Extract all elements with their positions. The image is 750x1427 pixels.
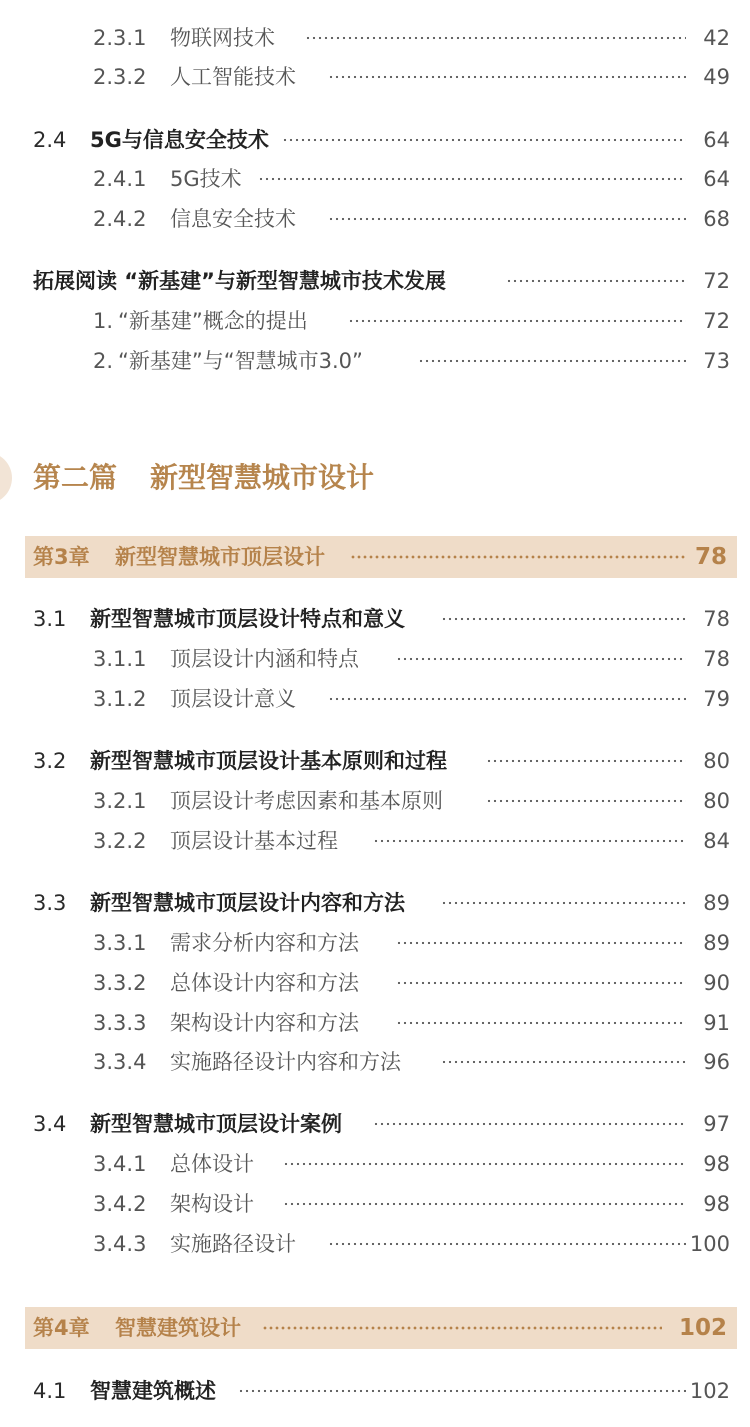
- entry-page: 79: [703, 687, 730, 711]
- entry-page: 97: [703, 1112, 730, 1136]
- toc-row-2-3-1[interactable]: [0, 18, 750, 58]
- dot-leader: [283, 1184, 686, 1224]
- entry-page: 89: [703, 931, 730, 955]
- entry-title: “新基建”与“智慧城市3.0”: [118, 349, 363, 373]
- entry-number: 3.1: [33, 607, 67, 631]
- entry-page: 42: [703, 26, 730, 50]
- toc-row-3-1[interactable]: [0, 599, 750, 639]
- toc-row-3-3-3[interactable]: [0, 1003, 750, 1043]
- dot-leader: [396, 639, 686, 679]
- toc-row-3-2-1[interactable]: [0, 781, 750, 821]
- entry-number: 3.1.1: [93, 647, 147, 671]
- dot-leader: [283, 1144, 686, 1184]
- toc-row-3-4-2[interactable]: [0, 1184, 750, 1224]
- dot-leader: [441, 1042, 686, 1082]
- entry-title: 5G技术: [170, 167, 242, 191]
- toc-row-4-1[interactable]: [0, 1371, 750, 1411]
- dot-leader: [441, 883, 686, 923]
- toc-row-2-4[interactable]: [0, 120, 750, 160]
- toc-row-3-2-2[interactable]: [0, 821, 750, 861]
- dot-leader: [506, 261, 686, 301]
- part-decoration-circle: [0, 452, 12, 504]
- dot-leader: [305, 18, 686, 58]
- entry-number: 3.3.2: [93, 971, 147, 995]
- dot-leader: [396, 923, 686, 963]
- dot-leader: [441, 599, 686, 639]
- dot-leader: [328, 57, 686, 97]
- entry-title: 物联网技术: [170, 26, 275, 50]
- entry-title: 5G与信息安全技术: [90, 128, 269, 152]
- toc-row-3-1-2[interactable]: [0, 679, 750, 719]
- entry-number: 3.2: [33, 749, 67, 773]
- dot-leader: [328, 199, 686, 239]
- entry-page: 80: [703, 749, 730, 773]
- dot-leader: [262, 1307, 662, 1349]
- entry-number: 3.1.2: [93, 687, 147, 711]
- entry-title: 实施路径设计内容和方法: [170, 1050, 401, 1074]
- entry-page: 84: [703, 829, 730, 853]
- entry-title: 新型智慧城市顶层设计特点和意义: [90, 607, 405, 631]
- entry-title: 总体设计内容和方法: [170, 971, 359, 995]
- dot-leader: [258, 159, 686, 199]
- chapter-page: 78: [694, 544, 727, 570]
- entry-page: 49: [703, 65, 730, 89]
- entry-title: 顶层设计意义: [170, 687, 296, 711]
- entry-number: 3.3: [33, 891, 67, 915]
- dot-leader: [282, 120, 686, 160]
- entry-page: 98: [703, 1152, 730, 1176]
- toc-row-extended-reading[interactable]: [0, 261, 750, 301]
- entry-number: 3.3.1: [93, 931, 147, 955]
- entry-title: 信息安全技术: [170, 207, 296, 231]
- toc-row-3-3-4[interactable]: [0, 1042, 750, 1082]
- part-title: 新型智慧城市设计: [150, 461, 375, 494]
- dot-leader: [486, 781, 686, 821]
- entry-title: 智慧建筑概述: [90, 1379, 216, 1403]
- toc-row-3-4-1[interactable]: [0, 1144, 750, 1184]
- entry-number: 3.2.1: [93, 789, 147, 813]
- toc-row-3-2[interactable]: [0, 741, 750, 781]
- entry-page: 78: [703, 607, 730, 631]
- entry-title: 实施路径设计: [170, 1232, 296, 1256]
- entry-title: 新型智慧城市顶层设计案例: [90, 1112, 342, 1136]
- entry-page: 78: [703, 647, 730, 671]
- toc-row-extended-1[interactable]: [0, 301, 750, 341]
- entry-title: 拓展阅读 “新基建”与新型智慧城市技术发展: [33, 269, 446, 293]
- entry-title: 顶层设计基本过程: [170, 829, 338, 853]
- entry-page: 96: [703, 1050, 730, 1074]
- entry-page: 90: [703, 971, 730, 995]
- entry-page: 64: [703, 128, 730, 152]
- toc-row-2-4-1[interactable]: [0, 159, 750, 199]
- part-header: [0, 450, 750, 506]
- dot-leader: [396, 1003, 686, 1043]
- entry-number: 3.4.2: [93, 1192, 147, 1216]
- dot-leader: [418, 341, 686, 381]
- entry-page: 72: [703, 269, 730, 293]
- entry-title: 顶层设计内涵和特点: [170, 647, 359, 671]
- toc-row-3-4[interactable]: [0, 1104, 750, 1144]
- entry-number: 3.4.3: [93, 1232, 147, 1256]
- entry-number: 1.: [93, 309, 114, 333]
- entry-title: 需求分析内容和方法: [170, 931, 359, 955]
- chapter-3-banner[interactable]: [25, 536, 737, 578]
- dot-leader: [373, 821, 686, 861]
- entry-number: 4.1: [33, 1379, 67, 1403]
- dot-leader: [328, 1224, 686, 1264]
- entry-page: 100: [689, 1232, 730, 1256]
- dot-leader: [350, 536, 685, 578]
- toc-row-3-1-1[interactable]: [0, 639, 750, 679]
- toc-row-3-4-3[interactable]: [0, 1224, 750, 1264]
- entry-number: 2.3.1: [93, 26, 147, 50]
- entry-title: 架构设计内容和方法: [170, 1011, 359, 1035]
- entry-title: 总体设计: [170, 1152, 254, 1176]
- entry-page: 91: [703, 1011, 730, 1035]
- entry-page: 68: [703, 207, 730, 231]
- entry-number: 2.4.1: [93, 167, 147, 191]
- chapter-page: 102: [678, 1315, 727, 1341]
- entry-number: 3.3.3: [93, 1011, 147, 1035]
- toc-row-2-4-2[interactable]: [0, 199, 750, 239]
- toc-row-3-3[interactable]: [0, 883, 750, 923]
- entry-page: 102: [689, 1379, 730, 1403]
- entry-title: 新型智慧城市顶层设计基本原则和过程: [90, 749, 447, 773]
- entry-number: 2.: [93, 349, 114, 373]
- entry-page: 80: [703, 789, 730, 813]
- entry-title: 新型智慧城市顶层设计内容和方法: [90, 891, 405, 915]
- chapter-4-banner[interactable]: [25, 1307, 737, 1349]
- dot-leader: [348, 301, 686, 341]
- entry-page: 98: [703, 1192, 730, 1216]
- entry-page: 89: [703, 891, 730, 915]
- dot-leader: [396, 963, 686, 1003]
- entry-number: 2.4: [33, 128, 67, 152]
- toc-row-3-3-1[interactable]: [0, 923, 750, 963]
- dot-leader: [373, 1104, 686, 1144]
- chapter-title: 智慧建筑设计: [115, 1316, 241, 1340]
- entry-title: “新基建”概念的提出: [118, 309, 308, 333]
- entry-title: 顶层设计考虑因素和基本原则: [170, 789, 443, 813]
- toc-row-extended-2[interactable]: [0, 341, 750, 381]
- dot-leader: [328, 679, 686, 719]
- dot-leader: [486, 741, 686, 781]
- part-label: 第二篇: [33, 461, 118, 494]
- entry-page: 72: [703, 309, 730, 333]
- chapter-label: 第3章: [33, 545, 90, 569]
- entry-number: 2.3.2: [93, 65, 147, 89]
- entry-number: 3.2.2: [93, 829, 147, 853]
- entry-title: 架构设计: [170, 1192, 254, 1216]
- entry-number: 3.4: [33, 1112, 67, 1136]
- toc-row-2-3-2[interactable]: [0, 57, 750, 97]
- dot-leader: [238, 1371, 686, 1411]
- entry-page: 64: [703, 167, 730, 191]
- entry-page: 73: [703, 349, 730, 373]
- chapter-label: 第4章: [33, 1316, 90, 1340]
- entry-number: 2.4.2: [93, 207, 147, 231]
- entry-title: 人工智能技术: [170, 65, 296, 89]
- entry-number: 3.3.4: [93, 1050, 147, 1074]
- chapter-title: 新型智慧城市顶层设计: [115, 545, 325, 569]
- toc-row-3-3-2[interactable]: [0, 963, 750, 1003]
- entry-number: 3.4.1: [93, 1152, 147, 1176]
